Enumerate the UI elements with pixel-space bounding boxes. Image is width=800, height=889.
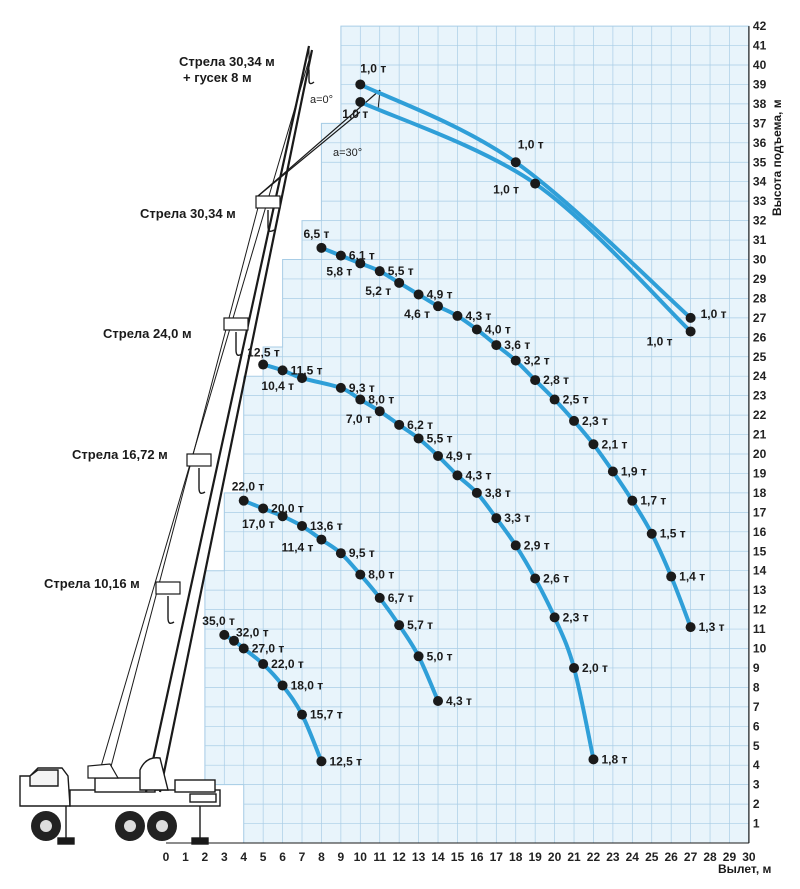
point-label: 2,1 т bbox=[601, 437, 628, 452]
x-tick-label: 6 bbox=[279, 850, 286, 864]
point-label: 3,2 т bbox=[523, 353, 550, 368]
x-tick-label: 30 bbox=[742, 850, 756, 864]
point-label: 1,4 т bbox=[679, 569, 706, 584]
point-label: 20,0 т bbox=[271, 501, 304, 516]
point-label: 1,0 т bbox=[493, 182, 520, 197]
data-point bbox=[472, 325, 482, 335]
point-label: 5,5 т bbox=[426, 431, 453, 446]
data-point bbox=[355, 97, 365, 107]
point-label: 4,0 т bbox=[484, 322, 511, 337]
grid-area bbox=[166, 26, 749, 843]
data-point bbox=[375, 593, 385, 603]
y-tick-label: 10 bbox=[752, 641, 767, 656]
y-tick-label: 19 bbox=[752, 466, 767, 481]
data-point bbox=[530, 179, 540, 189]
data-point bbox=[588, 754, 598, 764]
data-point bbox=[355, 395, 365, 405]
y-tick-label: 41 bbox=[752, 38, 767, 53]
y-tick-label: 15 bbox=[752, 544, 767, 559]
x-tick-label: 26 bbox=[664, 850, 678, 864]
data-point bbox=[394, 278, 404, 288]
boom-label-10: Стрела 10,16 м bbox=[44, 576, 140, 591]
point-label: 9,5 т bbox=[348, 546, 375, 561]
data-point bbox=[686, 326, 696, 336]
y-tick-label: 34 bbox=[752, 174, 767, 189]
point-label: 2,3 т bbox=[582, 413, 608, 428]
data-point bbox=[278, 365, 288, 375]
y-tick-label: 4 bbox=[752, 758, 760, 773]
y-axis-title: Высота подъема, м bbox=[770, 99, 784, 216]
point-label: 5,2 т bbox=[365, 283, 392, 298]
data-point bbox=[297, 710, 307, 720]
data-point bbox=[258, 360, 268, 370]
data-point bbox=[336, 383, 346, 393]
point-label: 1,7 т bbox=[640, 493, 667, 508]
x-tick-label: 29 bbox=[722, 850, 737, 864]
x-tick-label: 25 bbox=[645, 850, 659, 864]
y-tick-label: 40 bbox=[752, 58, 767, 72]
point-label: 15,7 т bbox=[310, 707, 343, 722]
data-point bbox=[569, 663, 579, 673]
point-label: 2,3 т bbox=[562, 610, 589, 625]
data-point bbox=[278, 680, 288, 690]
angle-label-30: a=30° bbox=[333, 147, 363, 159]
y-tick-label: 18 bbox=[752, 485, 767, 500]
point-label: 3,6 т bbox=[504, 338, 531, 353]
point-label: 3,8 т bbox=[484, 485, 511, 500]
point-label: 27,0 т bbox=[251, 641, 285, 656]
x-axis-title: Вылет, м bbox=[718, 862, 772, 876]
data-point bbox=[316, 756, 326, 766]
point-label: 17,0 т bbox=[242, 517, 275, 532]
data-point bbox=[414, 433, 424, 443]
y-tick-label: 25 bbox=[752, 349, 767, 364]
y-tick-label: 23 bbox=[752, 388, 767, 403]
y-tick-label: 11 bbox=[752, 622, 766, 637]
data-point bbox=[414, 290, 424, 300]
point-label: 1,3 т bbox=[698, 620, 725, 635]
point-label: 22,0 т bbox=[271, 657, 304, 672]
boom-label-gusek-line1: Стрела 30,34 м bbox=[179, 54, 275, 69]
data-point bbox=[336, 251, 346, 261]
point-label: 4,3 т bbox=[446, 694, 472, 709]
data-point bbox=[219, 630, 229, 640]
data-point bbox=[316, 243, 326, 253]
y-tick-label: 20 bbox=[752, 447, 767, 461]
data-point bbox=[239, 496, 249, 506]
point-label: 5,5 т bbox=[387, 264, 414, 279]
y-tick-label: 33 bbox=[752, 194, 767, 209]
x-tick-label: 15 bbox=[450, 850, 465, 864]
point-label: 12,5 т bbox=[247, 345, 280, 360]
data-point bbox=[258, 503, 268, 513]
point-label: 5,8 т bbox=[326, 264, 353, 279]
data-point bbox=[569, 416, 579, 426]
data-point bbox=[686, 622, 696, 632]
y-tick-label: 27 bbox=[752, 310, 767, 325]
point-label: 1,0 т bbox=[700, 306, 727, 321]
y-tick-label: 6 bbox=[752, 719, 760, 734]
x-tick-label: 28 bbox=[703, 850, 717, 864]
x-tick-label: 27 bbox=[683, 850, 698, 864]
data-point bbox=[355, 570, 365, 580]
point-label: 1,9 т bbox=[620, 464, 647, 479]
data-point bbox=[511, 157, 521, 167]
data-point bbox=[375, 266, 385, 276]
x-tick-label: 11 bbox=[373, 850, 387, 864]
point-label: 11,5 т bbox=[290, 363, 323, 378]
point-label: 8,0 т bbox=[368, 392, 395, 407]
data-point bbox=[511, 540, 521, 550]
y-tick-label: 7 bbox=[752, 699, 760, 714]
y-tick-label: 29 bbox=[752, 271, 767, 286]
data-point bbox=[588, 439, 598, 449]
point-label: 8,0 т bbox=[368, 567, 395, 582]
boom-label-16: Стрела 16,72 м bbox=[72, 447, 168, 462]
data-point bbox=[239, 644, 249, 654]
point-label: 13,6 т bbox=[310, 518, 343, 533]
data-point bbox=[316, 535, 326, 545]
data-point bbox=[452, 470, 462, 480]
data-point bbox=[297, 521, 307, 531]
x-tick-label: 17 bbox=[489, 850, 503, 864]
data-point bbox=[472, 488, 482, 498]
x-tick-label: 4 bbox=[240, 850, 248, 864]
x-tick-label: 3 bbox=[220, 850, 228, 864]
boom-label-24: Стрела 24,0 м bbox=[103, 326, 192, 341]
x-tick-label: 12 bbox=[392, 850, 406, 864]
y-tick-label: 12 bbox=[752, 602, 767, 617]
point-label: 2,6 т bbox=[543, 571, 570, 586]
point-label: 22,0 т bbox=[231, 479, 265, 494]
x-tick-label: 14 bbox=[431, 850, 445, 864]
x-tick-label: 21 bbox=[567, 850, 581, 864]
point-label: 1,0 т bbox=[342, 106, 369, 121]
data-point bbox=[491, 340, 501, 350]
data-point bbox=[433, 696, 443, 706]
x-tick-label: 19 bbox=[528, 850, 542, 864]
data-point bbox=[355, 79, 365, 89]
y-tick-label: 9 bbox=[752, 660, 760, 675]
point-label: 1,0 т bbox=[646, 334, 673, 349]
data-point bbox=[550, 395, 560, 405]
point-label: 11,4 т bbox=[281, 540, 314, 555]
x-tick-label: 10 bbox=[353, 850, 367, 864]
point-label: 2,8 т bbox=[543, 373, 570, 388]
point-label: 10,4 т bbox=[261, 379, 295, 394]
point-label: 1,0 т bbox=[517, 137, 544, 152]
point-label: 2,9 т bbox=[523, 538, 550, 553]
data-point bbox=[511, 356, 521, 366]
y-tick-label: 32 bbox=[752, 213, 767, 228]
x-tick-label: 8 bbox=[318, 850, 325, 864]
point-label: 4,6 т bbox=[404, 307, 431, 322]
y-tick-label: 3 bbox=[752, 777, 760, 792]
x-tick-label: 16 bbox=[470, 850, 484, 864]
x-tick-label: 2 bbox=[201, 850, 209, 864]
y-tick-label: 2 bbox=[752, 797, 760, 812]
data-point bbox=[608, 467, 618, 477]
y-tick-label: 30 bbox=[752, 252, 767, 267]
point-label: 2,0 т bbox=[582, 660, 608, 675]
data-point bbox=[394, 420, 404, 430]
y-tick-label: 38 bbox=[752, 96, 767, 111]
y-tick-label: 13 bbox=[752, 583, 767, 598]
y-tick-label: 26 bbox=[752, 330, 767, 345]
point-label: 35,0 т bbox=[202, 613, 235, 628]
point-label: 32,0 т bbox=[236, 625, 269, 640]
x-tick-label: 13 bbox=[411, 850, 426, 864]
data-point bbox=[336, 548, 346, 558]
wheel-icon bbox=[31, 811, 177, 841]
data-point bbox=[414, 651, 424, 661]
point-label: 4,9 т bbox=[446, 448, 472, 463]
data-point bbox=[491, 513, 501, 523]
x-tick-label: 7 bbox=[298, 850, 306, 864]
point-label: 1,0 т bbox=[360, 61, 387, 76]
y-tick-label: 22 bbox=[752, 408, 767, 423]
y-tick-label: 35 bbox=[752, 155, 767, 170]
point-label: 4,9 т bbox=[426, 287, 453, 302]
data-point bbox=[433, 301, 443, 311]
y-tick-label: 37 bbox=[752, 116, 767, 131]
x-tick-label: 1 bbox=[182, 850, 189, 864]
point-label: 7,0 т bbox=[345, 412, 372, 427]
y-tick-label: 28 bbox=[752, 291, 767, 306]
point-label: 1,5 т bbox=[659, 526, 686, 541]
x-tick-label: 22 bbox=[586, 850, 601, 864]
y-tick-label: 36 bbox=[752, 135, 767, 150]
y-tick-label: 8 bbox=[752, 680, 760, 695]
y-tick-label: 5 bbox=[752, 738, 760, 753]
point-label: 6,1 т bbox=[348, 248, 375, 263]
data-point bbox=[375, 406, 385, 416]
data-point bbox=[452, 311, 462, 321]
point-label: 6,5 т bbox=[303, 226, 330, 241]
x-tick-label: 9 bbox=[337, 850, 345, 864]
y-tick-label: 17 bbox=[752, 505, 767, 520]
data-point bbox=[627, 496, 637, 506]
data-point bbox=[550, 612, 560, 622]
data-point bbox=[530, 375, 540, 385]
x-tick-label: 5 bbox=[259, 850, 267, 864]
y-tick-label: 31 bbox=[752, 233, 767, 248]
boom-label-gusek-line2: + гусек 8 м bbox=[183, 70, 252, 85]
x-tick-label: 0 bbox=[162, 850, 170, 864]
x-tick-label: 20 bbox=[547, 850, 562, 864]
y-tick-label: 39 bbox=[752, 77, 767, 92]
point-label: 12,5 т bbox=[329, 754, 363, 769]
point-label: 1,8 т bbox=[601, 752, 628, 767]
data-point bbox=[394, 620, 404, 630]
y-tick-label: 16 bbox=[752, 524, 767, 539]
boom-label-30: Стрела 30,34 м bbox=[140, 206, 236, 221]
y-tick-label: 42 bbox=[752, 19, 767, 34]
point-label: 9,3 т bbox=[348, 380, 375, 395]
point-label: 2,5 т bbox=[562, 392, 589, 407]
point-label: 6,2 т bbox=[407, 417, 434, 432]
y-tick-label: 21 bbox=[752, 427, 767, 442]
y-tick-label: 24 bbox=[752, 369, 767, 384]
point-label: 4,3 т bbox=[465, 468, 492, 483]
point-label: 18,0 т bbox=[290, 678, 324, 693]
point-label: 3,3 т bbox=[504, 511, 531, 526]
x-tick-label: 24 bbox=[625, 850, 639, 864]
point-label: 5,0 т bbox=[426, 649, 453, 664]
data-point bbox=[666, 572, 676, 582]
y-tick-label: 1 bbox=[752, 816, 760, 831]
point-label: 6,7 т bbox=[387, 590, 414, 605]
angle-label-0: a=0° bbox=[310, 94, 334, 106]
data-point bbox=[647, 529, 657, 539]
data-point bbox=[686, 313, 696, 323]
point-label: 4,3 т bbox=[465, 308, 492, 323]
data-point bbox=[258, 659, 268, 669]
x-tick-label: 18 bbox=[509, 850, 523, 864]
data-point bbox=[433, 451, 443, 461]
y-tick-label: 14 bbox=[752, 563, 767, 578]
x-tick-label: 23 bbox=[606, 850, 620, 864]
data-point bbox=[530, 573, 540, 583]
point-label: 5,7 т bbox=[407, 618, 434, 633]
